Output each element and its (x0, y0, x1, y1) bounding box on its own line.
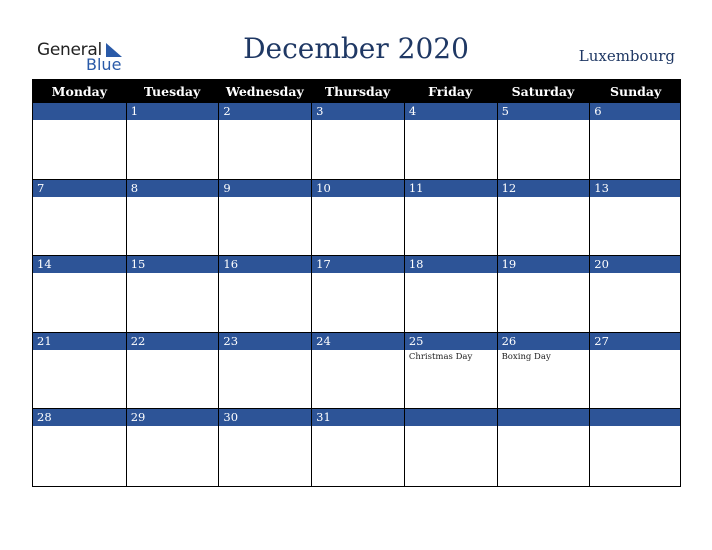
day-cell (311, 180, 404, 257)
logo-word-blue: Blue (86, 55, 122, 74)
day-cell (404, 409, 497, 486)
week-divider (33, 179, 680, 180)
day-cell (218, 103, 311, 180)
day-number: 14 (37, 257, 52, 272)
day-number: 9 (223, 180, 231, 195)
day-number: 27 (594, 333, 609, 348)
day-number: 1 (130, 104, 139, 118)
page-title: December 2020 (243, 32, 469, 65)
day-cell (589, 103, 682, 180)
weekday-header-monday: Monday (51, 84, 108, 99)
day-cell (589, 333, 682, 410)
day-number: 3 (316, 104, 324, 118)
logo-word-general: General (37, 40, 102, 60)
day-number: 31 (316, 410, 331, 425)
country-label: Luxembourg (578, 47, 675, 65)
day-number: 12 (501, 180, 517, 195)
weekday-header-row (33, 80, 680, 103)
day-number: 7 (37, 180, 45, 195)
day-number: 20 (594, 257, 609, 272)
day-cell (126, 256, 219, 333)
day-cell (404, 333, 497, 410)
day-number: 26 (501, 333, 517, 348)
day-cell (126, 333, 219, 410)
day-number: 24 (316, 333, 331, 348)
day-cell (497, 103, 590, 180)
day-cell (33, 103, 126, 180)
day-cell (311, 103, 404, 180)
day-cell (311, 256, 404, 333)
week-divider (33, 255, 680, 256)
day-cell (404, 256, 497, 333)
day-number: 22 (130, 333, 146, 348)
day-cell (497, 333, 590, 410)
week-row (33, 409, 680, 486)
day-number: 5 (501, 104, 509, 118)
day-cell (589, 256, 682, 333)
week-row (33, 180, 680, 257)
week-divider (33, 332, 680, 333)
week-row (33, 103, 680, 180)
day-cell (589, 180, 682, 257)
week-divider (33, 408, 680, 409)
holiday-label: Christmas Day (408, 351, 473, 362)
day-number: 30 (223, 410, 239, 425)
calendar-grid (32, 79, 681, 487)
day-cell (33, 256, 126, 333)
holiday-label: Boxing Day (501, 351, 551, 362)
day-number: 18 (408, 257, 424, 272)
day-number: 16 (223, 257, 239, 272)
weekday-header-saturday: Saturday (511, 84, 575, 99)
day-number: 15 (130, 257, 146, 272)
day-number: 21 (37, 333, 52, 348)
weekday-header-sunday: Sunday (609, 84, 662, 99)
day-number: 23 (223, 333, 239, 348)
day-number: 4 (408, 104, 417, 118)
day-number: 25 (408, 333, 424, 348)
day-number: 6 (594, 104, 602, 118)
weekday-header-wednesday: Wednesday (225, 84, 304, 99)
weekday-header-tuesday: Tuesday (143, 84, 201, 99)
day-cell (126, 103, 219, 180)
day-cell (497, 180, 590, 257)
week-row (33, 256, 680, 333)
day-cell (497, 256, 590, 333)
day-number: 17 (316, 257, 331, 272)
day-cell (33, 333, 126, 410)
day-cell (497, 409, 590, 486)
day-number: 29 (130, 410, 146, 425)
day-cell (311, 333, 404, 410)
day-cell (218, 256, 311, 333)
day-number: 13 (594, 180, 609, 195)
week-row (33, 333, 680, 410)
day-number: 28 (37, 410, 52, 425)
day-cell (218, 180, 311, 257)
day-cell (126, 409, 219, 486)
weekday-header-friday: Friday (428, 84, 473, 99)
day-number: 8 (130, 180, 139, 195)
day-cell (33, 409, 126, 486)
day-cell (126, 180, 219, 257)
day-number: 11 (408, 180, 424, 195)
day-cell (33, 180, 126, 257)
weekday-header-thursday: Thursday (324, 84, 391, 99)
day-cell (218, 333, 311, 410)
day-number: 10 (316, 180, 331, 195)
day-cell (589, 409, 682, 486)
day-number: 19 (501, 257, 517, 272)
day-cell (404, 103, 497, 180)
day-number: 2 (223, 104, 231, 118)
day-cell (218, 409, 311, 486)
day-cell (311, 409, 404, 486)
day-cell (404, 180, 497, 257)
